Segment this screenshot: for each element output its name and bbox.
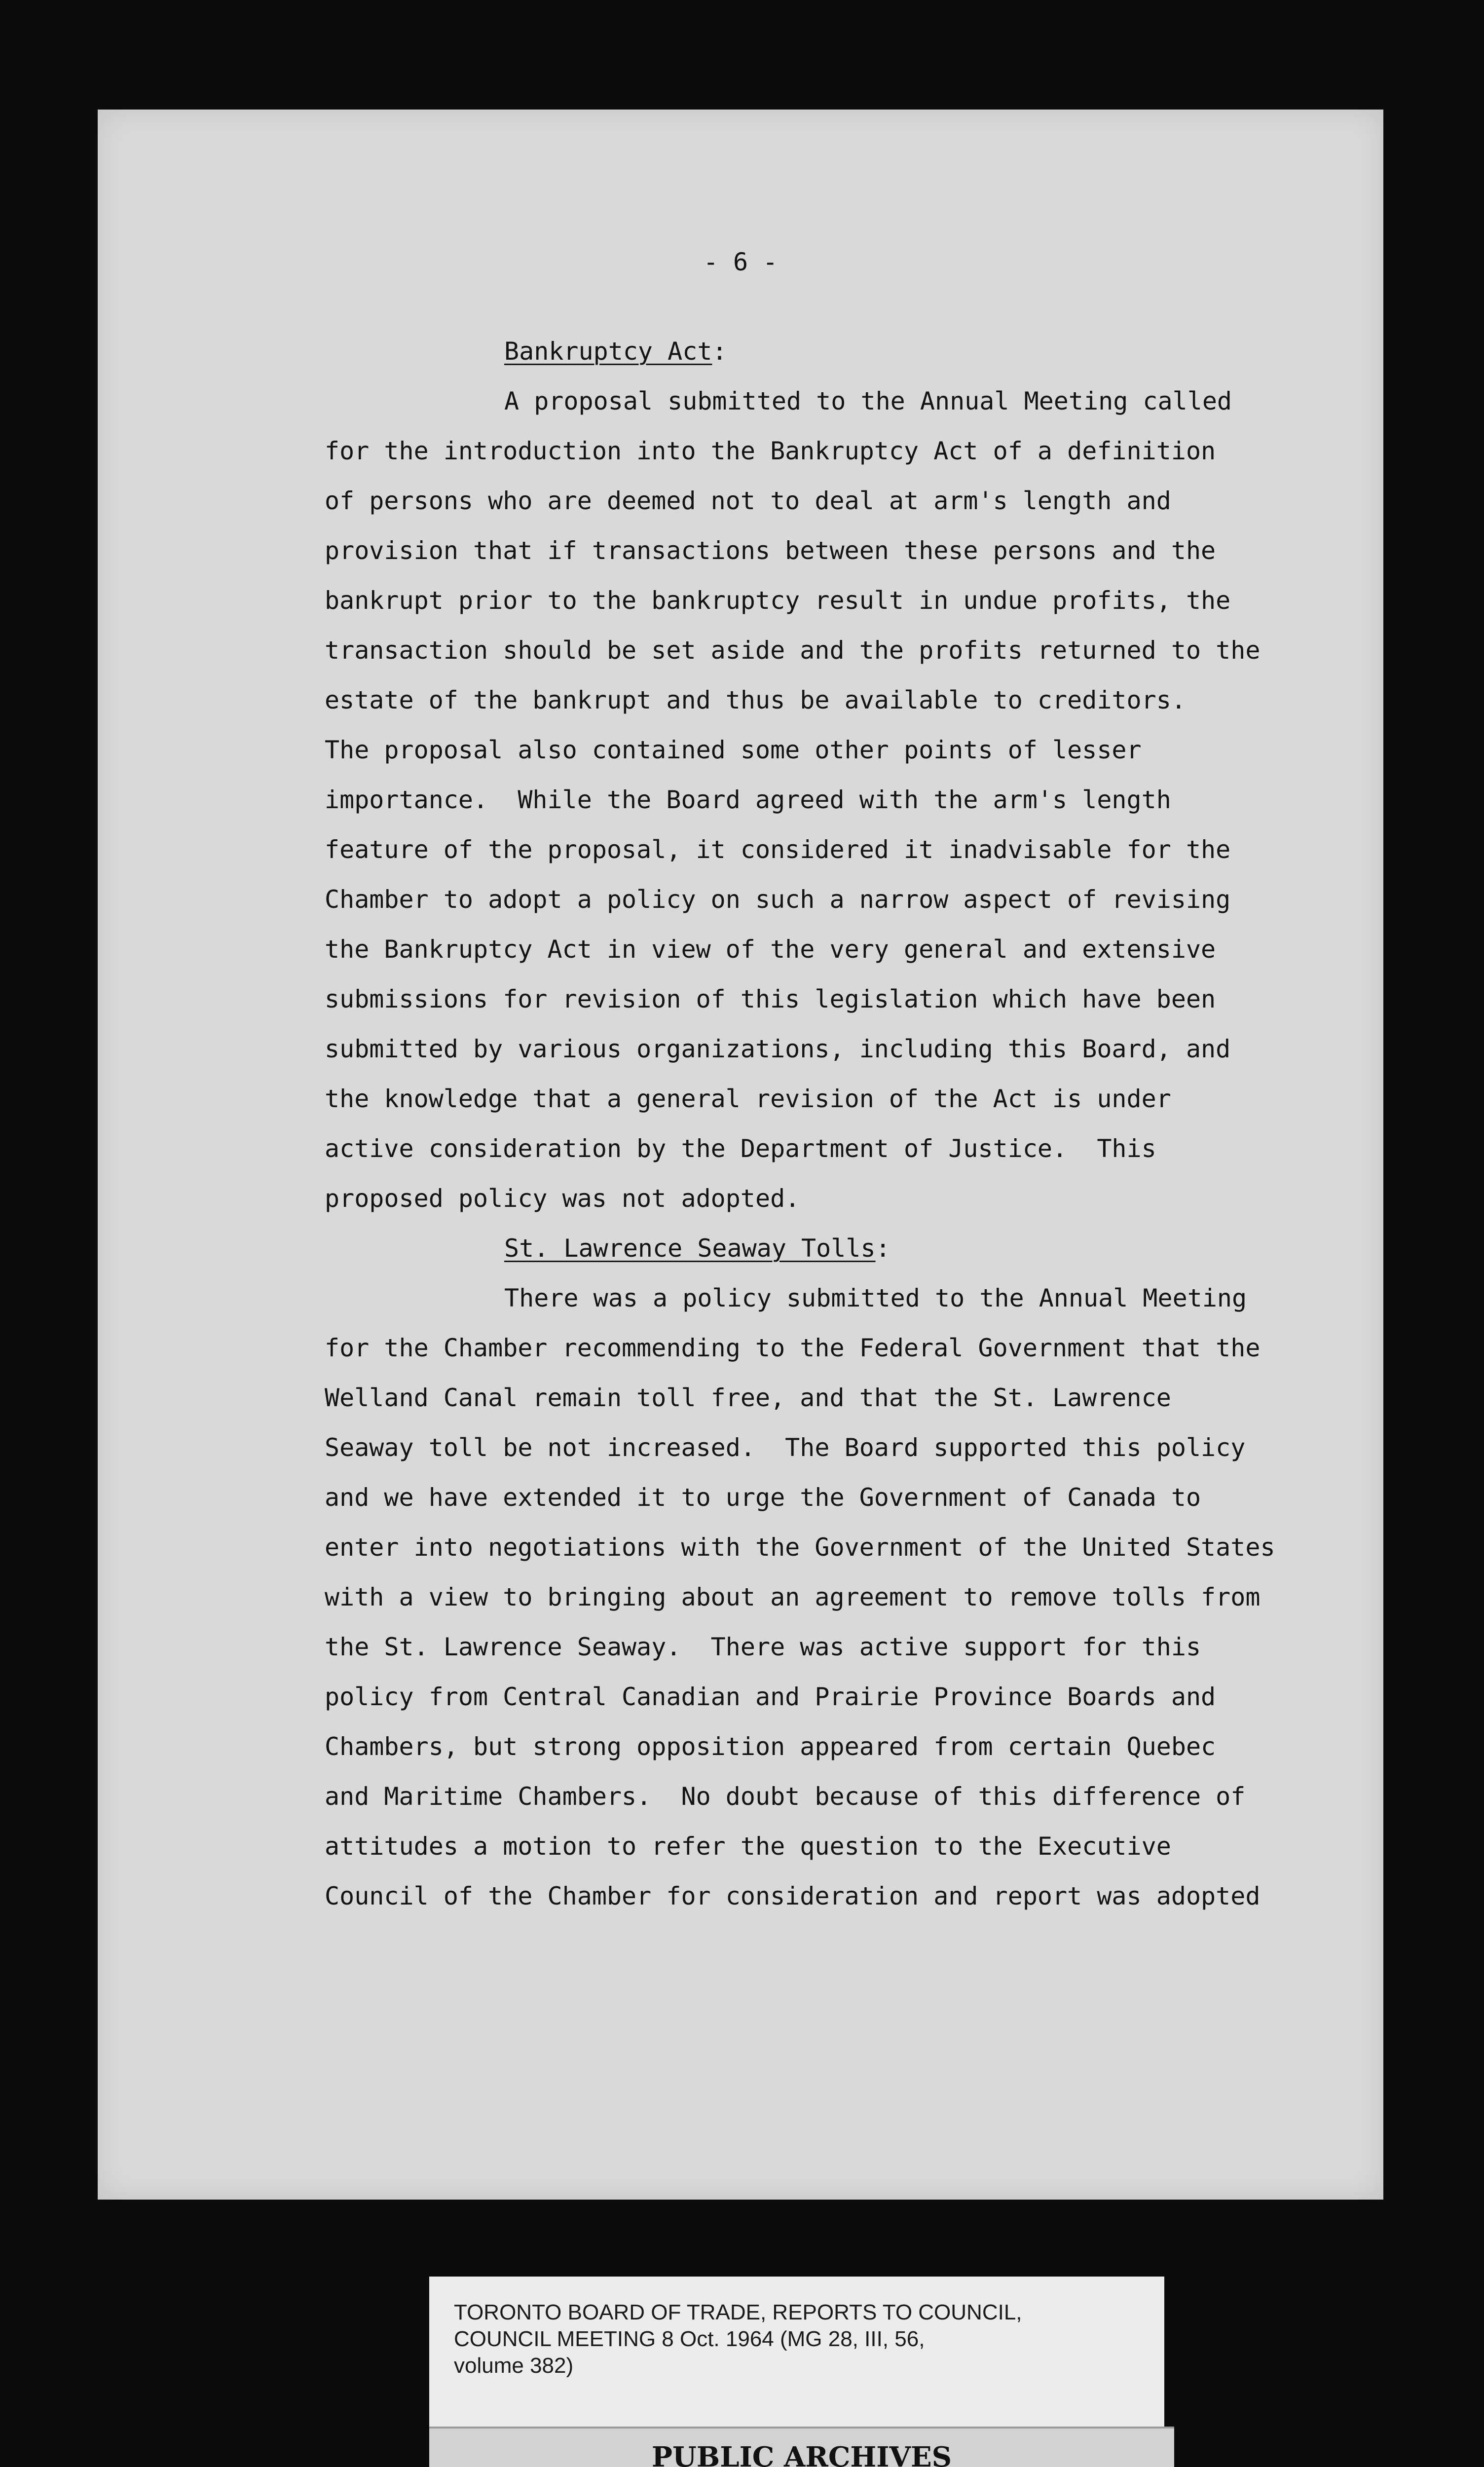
text-line: The proposal also contained some other points of lesser xyxy=(325,736,1142,764)
section-heading: Bankruptcy Act: xyxy=(504,337,727,366)
text-line: transaction should be set aside and the profits returned to the xyxy=(325,636,1261,665)
text-line: for the introduction into the Bankruptcy Act of a definition xyxy=(325,437,1216,465)
text-line: and we have extended it to urge the Government of Canada to xyxy=(325,1483,1201,1512)
document-body xyxy=(325,327,1410,1921)
text-line: and Maritime Chambers. No doubt because of this difference of xyxy=(325,1782,1246,1811)
text-line: submitted by various organizations, including this Board, and xyxy=(325,1035,1231,1063)
page-number: - 6 - xyxy=(703,248,778,276)
text-line: the Bankruptcy Act in view of the very general and extensive xyxy=(325,935,1216,964)
archive-reference-line: volume 382) xyxy=(454,2354,574,2378)
text-line: There was a policy submitted to the Annual Meeting xyxy=(504,1284,1247,1312)
stamp-line: PUBLIC ARCHIVES xyxy=(651,2441,952,2467)
text-line: A proposal submitted to the Annual Meeting called xyxy=(504,387,1232,415)
text-line: of persons who are deemed not to deal at arm's length and xyxy=(325,486,1171,515)
text-line: Seaway toll be not increased. The Board supported this policy xyxy=(325,1433,1246,1462)
text-line: the St. Lawrence Seaway. There was active support for this xyxy=(325,1633,1201,1661)
text-line: active consideration by the Department of Justice. This xyxy=(325,1134,1156,1163)
archive-reference-line: TORONTO BOARD OF TRADE, REPORTS TO COUNCIL, xyxy=(454,2300,1022,2324)
text-line: with a view to bringing about an agreement to remove tolls from xyxy=(325,1583,1261,1611)
text-line: estate of the bankrupt and thus be available to creditors. xyxy=(325,686,1186,714)
text-line: Council of the Chamber for consideration and report was adopted xyxy=(325,1882,1261,1910)
text-line: provision that if transactions between these persons and the xyxy=(325,536,1216,565)
text-line: bankrupt prior to the bankruptcy result in undue profits, the xyxy=(325,586,1231,615)
section-heading: St. Lawrence Seaway Tolls: xyxy=(504,1234,890,1263)
heading-text: Bankruptcy Act xyxy=(504,337,712,366)
archive-reference-line: COUNCIL MEETING 8 Oct. 1964 (MG 28, III, 56, xyxy=(454,2327,925,2351)
text-line: Chamber to adopt a policy on such a narrow aspect of revising xyxy=(325,885,1231,914)
text-line: attitudes a motion to refer the question to the Executive xyxy=(325,1832,1171,1861)
text-line: importance. While the Board agreed with the arm's length xyxy=(325,785,1171,814)
text-line: submissions for revision of this legislation which have been xyxy=(325,985,1216,1013)
heading-text: St. Lawrence Seaway Tolls xyxy=(504,1234,876,1263)
text-line: proposed policy was not adopted. xyxy=(325,1184,800,1213)
text-line: Welland Canal remain toll free, and that the St. Lawrence xyxy=(325,1383,1171,1412)
archive-reference xyxy=(454,2299,1145,2379)
archives-stamp xyxy=(429,2427,1174,2467)
archive-label xyxy=(429,2277,1164,2467)
text-line: the knowledge that a general revision of the Act is under xyxy=(325,1084,1171,1113)
text-line: for the Chamber recommending to the Federal Government that the xyxy=(325,1334,1261,1362)
document-page xyxy=(98,110,1383,2200)
text-line: enter into negotiations with the Government of the United States xyxy=(325,1533,1275,1562)
text-line: policy from Central Canadian and Prairie Province Boards and xyxy=(325,1682,1216,1711)
text-line: feature of the proposal, it considered it inadvisable for the xyxy=(325,835,1231,864)
text-line: Chambers, but strong opposition appeared from certain Quebec xyxy=(325,1732,1216,1761)
